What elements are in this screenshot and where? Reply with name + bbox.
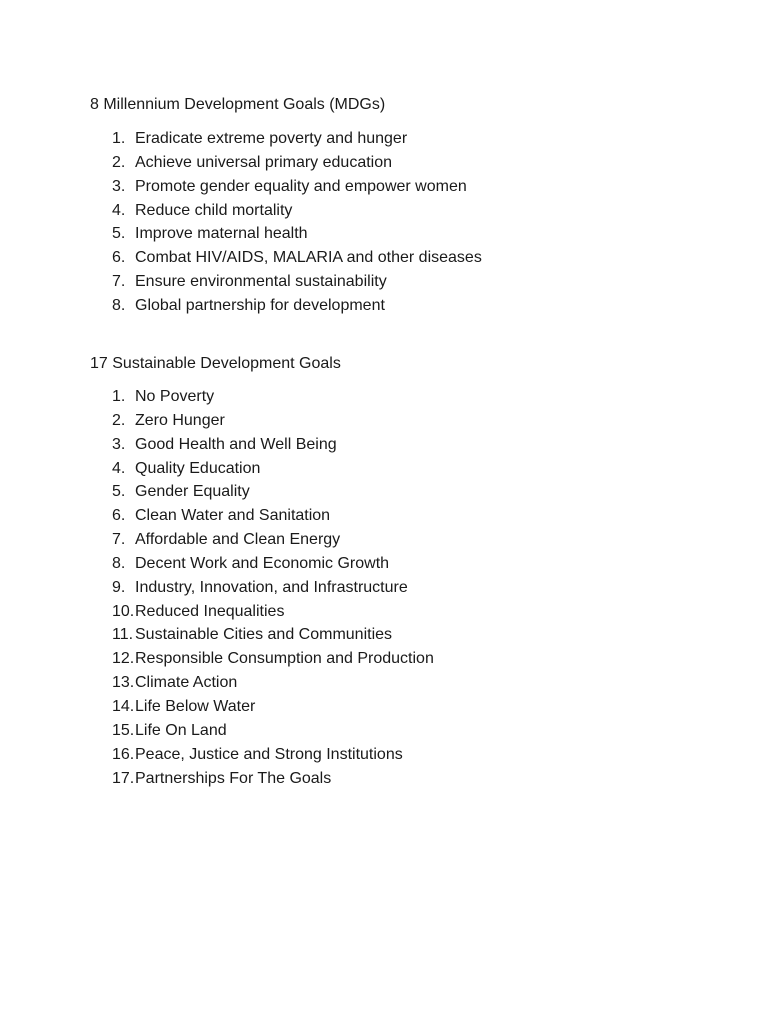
sdg-item-text: Affordable and Clean Energy [135, 531, 341, 549]
sdg-item-text: Responsible Consumption and Production [135, 650, 434, 668]
mdg-item-number: 8. [112, 296, 126, 314]
sdg-item-text: Good Health and Well Being [135, 435, 337, 453]
sdg-item-number: 9. [112, 578, 126, 596]
sdg-item-text: Reduced Inequalities [135, 602, 285, 620]
sdg-item-number: 15. [112, 721, 135, 739]
sdg-item-number: 16. [112, 745, 135, 763]
sdg-item-text: Zero Hunger [135, 411, 225, 429]
mdg-item-text: Global partnership for development [135, 296, 385, 314]
sdg-item-text: Gender Equality [135, 483, 250, 501]
sdg-item-number: 3. [112, 435, 126, 453]
sdg-item-number: 8. [112, 554, 126, 572]
sdg-item-text: Life On Land [135, 721, 227, 739]
sdg-item-text: No Poverty [135, 388, 215, 405]
sdg-item-text: Partnerships For The Goals [135, 769, 332, 787]
sdg-item-number: 5. [112, 483, 126, 501]
mdg-item-text: Combat HIV/AIDS, MALARIA and other diseases [135, 249, 482, 267]
mdg-heading: 8 Millennium Development Goals (MDGs) [90, 96, 386, 113]
sdg-item-number: 7. [112, 531, 126, 549]
sdg-item-number: 13. [112, 674, 135, 692]
mdg-item-number: 6. [112, 249, 126, 267]
mdg-item-text: Reduce child mortality [135, 201, 293, 219]
sdg-item-text: Quality Education [135, 459, 261, 477]
sdg-item-number: 11. [112, 626, 134, 644]
sdg-heading: 17 Sustainable Development Goals [90, 355, 341, 372]
mdg-item-text: Ensure environmental sustainability [135, 273, 387, 291]
sdg-item-text: Sustainable Cities and Communities [135, 626, 393, 644]
sdg-item-number: 14. [112, 697, 135, 715]
mdg-item-number: 7. [112, 273, 126, 291]
sdg-item-number: 12. [112, 650, 135, 668]
sdg-item-text: Industry, Innovation, and Infrastructure [135, 578, 408, 596]
sdg-item-number: 17. [112, 769, 135, 787]
sdg-item-text: Life Below Water [135, 697, 256, 715]
sdg-item-text: Climate Action [135, 674, 238, 692]
sdg-item-number: 4. [112, 459, 126, 477]
mdg-item-number: 5. [112, 225, 126, 243]
sdg-item-number: 1. [112, 388, 126, 405]
mdg-item-text: Improve maternal health [135, 225, 308, 243]
mdg-item-text: Achieve universal primary education [135, 153, 393, 171]
sdg-item-number: 2. [112, 411, 126, 429]
mdg-item-number: 3. [112, 177, 126, 195]
sdg-item-number: 6. [112, 507, 126, 525]
mdg-item-number: 1. [112, 130, 126, 147]
sdg-item-number: 10. [112, 602, 135, 620]
mdg-item-number: 2. [112, 153, 126, 171]
sdg-item-text: Decent Work and Economic Growth [135, 554, 390, 572]
sdg-item-text: Peace, Justice and Strong Institutions [135, 745, 403, 763]
sdg-item-text: Clean Water and Sanitation [135, 507, 331, 525]
mdg-item-number: 4. [112, 201, 126, 219]
mdg-item-text: Promote gender equality and empower women [135, 177, 467, 195]
mdg-item-text: Eradicate extreme poverty and hunger [135, 130, 408, 147]
